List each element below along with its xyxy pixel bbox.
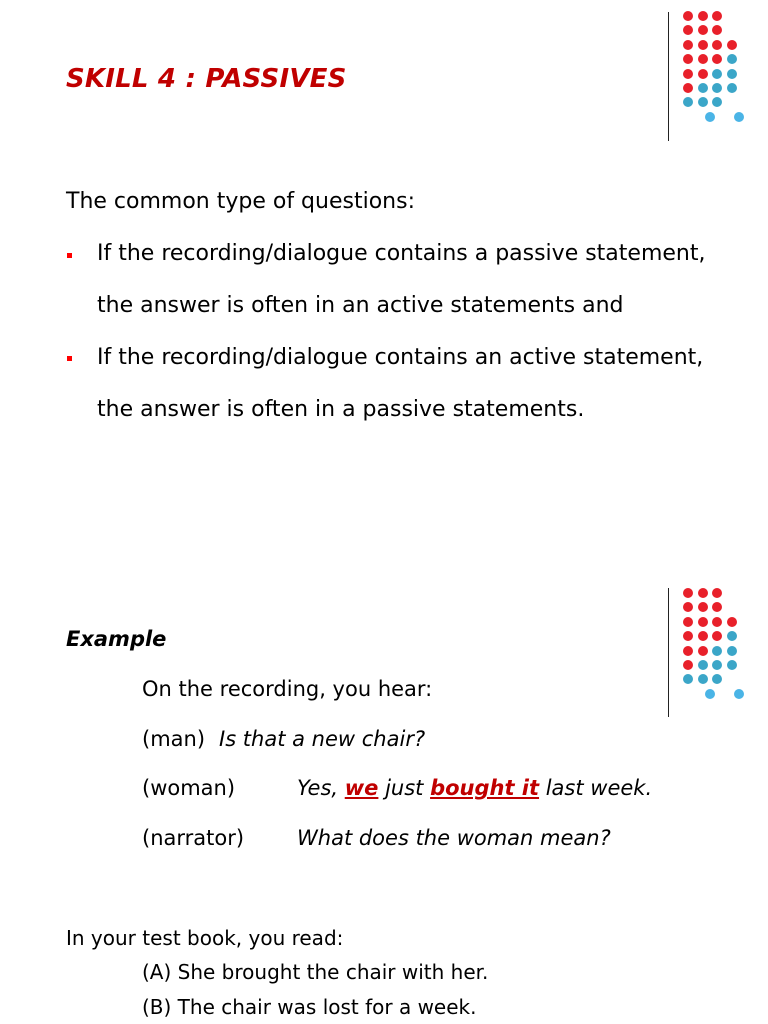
slide-2 (0, 512, 768, 1024)
dot-icon (712, 617, 722, 627)
woman-utterance (297, 776, 652, 800)
hear-line: On the recording, you hear: (142, 677, 433, 701)
dot-icon (698, 588, 708, 598)
dot-icon (698, 69, 708, 79)
dot-icon (698, 646, 708, 656)
dot-icon (727, 617, 737, 627)
dot-icon (712, 25, 722, 35)
dot-icon (712, 631, 722, 641)
dot-icon (712, 83, 722, 93)
dot-icon (698, 631, 708, 641)
square-bullet-icon (67, 356, 72, 361)
dot-icon (712, 97, 722, 107)
dot-icon (683, 660, 693, 670)
dot-icon (698, 40, 708, 50)
answer-option-b: (B) The chair was lost for a week. (142, 995, 477, 1019)
emphasis-bought-it: bought it (430, 776, 540, 800)
dot-icon (712, 69, 722, 79)
woman-text-part: just (378, 776, 431, 800)
man-utterance: Is that a new chair? (219, 727, 426, 751)
dot-icon (712, 674, 722, 684)
example-label: Example (66, 627, 167, 651)
dot-icon (698, 25, 708, 35)
dot-icon (727, 40, 737, 50)
dot-icon (683, 11, 693, 21)
dot-icon (683, 646, 693, 656)
dot-icon (727, 660, 737, 670)
dot-icon (734, 112, 744, 122)
dot-icon (712, 54, 722, 64)
dot-icon (698, 617, 708, 627)
intro-text: The common type of questions: (66, 189, 415, 214)
dot-icon (734, 689, 744, 699)
dot-icon (705, 112, 715, 122)
dot-icon (683, 25, 693, 35)
dot-icon (698, 602, 708, 612)
dot-icon (683, 674, 693, 684)
bullet-1-line-2: the answer is often in an active statements and (97, 293, 624, 318)
dot-icon (698, 674, 708, 684)
dot-icon (712, 588, 722, 598)
dot-icon (683, 69, 693, 79)
dot-icon (683, 602, 693, 612)
dot-icon (698, 660, 708, 670)
dot-grid-icon (683, 588, 763, 704)
dot-icon (727, 69, 737, 79)
dot-icon (683, 54, 693, 64)
square-bullet-icon (67, 253, 72, 258)
read-line: In your test book, you read: (66, 926, 344, 950)
dot-icon (683, 588, 693, 598)
dot-icon (683, 83, 693, 93)
bullet-2-line-1: If the recording/dialogue contains an active statement, (97, 345, 704, 370)
dot-icon (727, 646, 737, 656)
dot-icon (698, 83, 708, 93)
dot-icon (712, 40, 722, 50)
dot-icon (698, 54, 708, 64)
narrator-speaker: (narrator) (142, 826, 245, 850)
slide-title: SKILL 4 : PASSIVES (66, 64, 347, 94)
dot-icon (683, 40, 693, 50)
dot-grid-icon (683, 11, 763, 127)
emphasis-we: we (344, 776, 379, 800)
vertical-rule (668, 12, 669, 141)
answer-option-a: (A) She brought the chair with her. (142, 960, 489, 984)
dot-icon (712, 602, 722, 612)
vertical-rule (668, 588, 669, 717)
dot-icon (683, 97, 693, 107)
woman-speaker: (woman) (142, 776, 236, 800)
dot-icon (698, 97, 708, 107)
bullet-1-line-1: If the recording/dialogue contains a passive statement, (97, 241, 706, 266)
narrator-utterance: What does the woman mean? (297, 826, 611, 850)
dot-icon (698, 11, 708, 21)
dot-icon (727, 631, 737, 641)
dot-icon (712, 660, 722, 670)
bullet-2-line-2: the answer is often in a passive statements. (97, 397, 585, 422)
dot-icon (727, 83, 737, 93)
dot-icon (712, 11, 722, 21)
dot-icon (683, 631, 693, 641)
dot-icon (727, 54, 737, 64)
dot-icon (712, 646, 722, 656)
dot-icon (683, 617, 693, 627)
woman-text-part: Yes, (297, 776, 345, 800)
dot-icon (705, 689, 715, 699)
man-speaker: (man) (142, 727, 206, 751)
woman-text-part: last week. (539, 776, 653, 800)
